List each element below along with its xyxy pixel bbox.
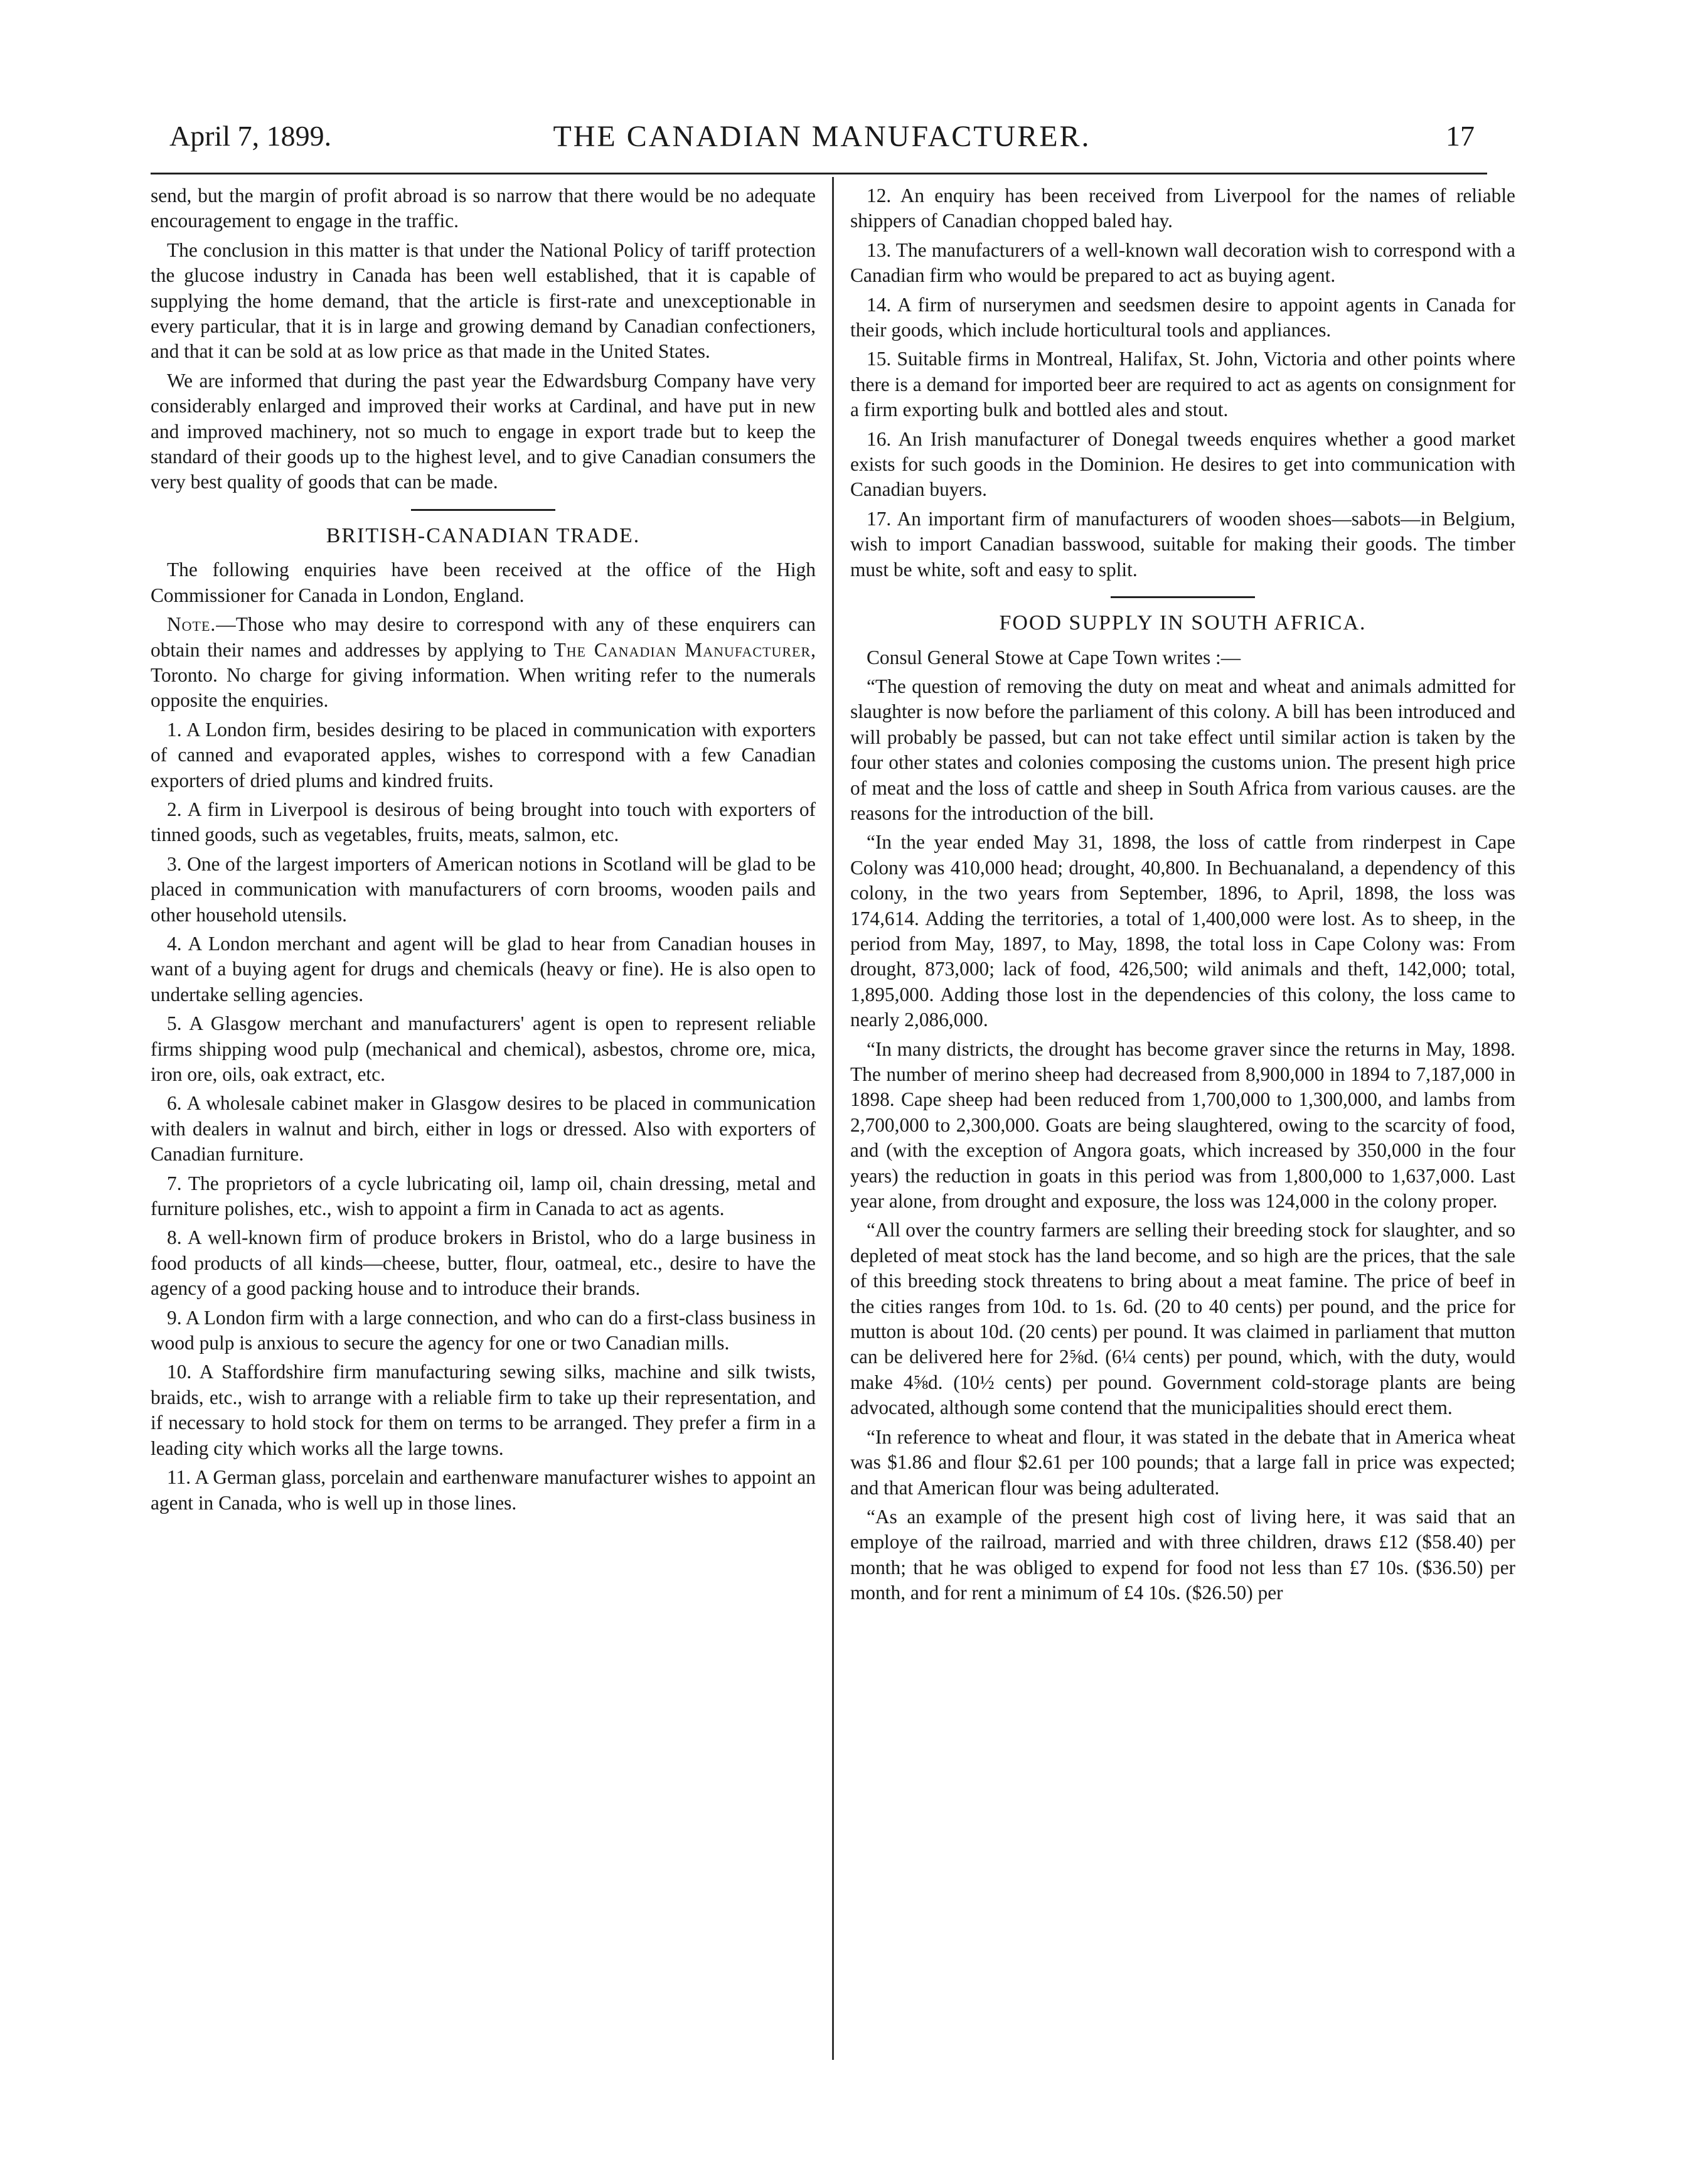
left-column — [151, 183, 816, 1519]
paragraph: send, but the margin of profit abroad is so narrow that there would be no adequate encouragement to engage in the traffic. — [151, 185, 816, 232]
publication-title: THE CANADIAN MANUFACTURER. — [553, 120, 1091, 153]
right-column — [850, 183, 1515, 1610]
enquiry-item: 11. A German glass, porcelain and earthenware manufacturer wishes to appoint an agent in Canada, who is well up in those lines. — [151, 1466, 816, 1514]
section-intro: Consul General Stowe at Cape Town writes :— — [867, 646, 1241, 668]
paragraph: The conclusion in this matter is that under the National Policy of tariff protection the glucose industry in Canada has been well established, that it is capable of supplying the home demand, that the article is first-rate and unexceptionable in every particular, that it is in large and growing demand by Canadian confectioners, and that it can be sold at as low price as that made in the United States. — [151, 238, 816, 363]
section-heading: FOOD SUPPLY IN SOUTH AFRICA. — [999, 611, 1367, 635]
section-heading: BRITISH-CANADIAN TRADE. — [326, 523, 641, 547]
enquiry-item: 12. An enquiry has been received from Liverpool for the names of reliable shippers of Canadian chopped baled hay. — [850, 185, 1515, 232]
note-text-before: —Those who may desire to correspond with any of these enquirers can obtain their names and addresses by applying to — [151, 613, 816, 661]
page-number: 17 — [1446, 120, 1475, 152]
enquiry-item: 6. A wholesale cabinet maker in Glasgow desires to be placed in communication with dealers in walnut and birch, either in logs or dressed. Also with exporters of Canadian furniture. — [151, 1092, 816, 1166]
enquiry-item: 8. A well-known firm of produce brokers in Bristol, who do a large business in food products of all kinds—cheese, butter, flour, oatmeal, etc., desire to have the agency of a good packing house and to introduce their brands. — [151, 1226, 816, 1300]
enquiry-item: 4. A London merchant and agent will be glad to hear from Canadian houses in want of a buying agent for drugs and chemicals (heavy or fine). He is also open to undertake selling agencies. — [151, 932, 816, 1005]
note-text-after: , Toronto. No charge for giving information. When writing refer to the numerals opposite the enquiries. — [151, 638, 816, 712]
publication-name: The Canadian Manufacturer — [553, 638, 811, 661]
paragraph: “In the year ended May 31, 1898, the loss of cattle from rinderpest in Cape Colony was 410,000 head; drought, 40,800. In Bechuanaland, a dependency of this colony, in the two years from September, 1896, to April, 1898, the loss was 174,614. Adding the territories, a total of 1,400,000 were lost. As to sheep, in the period from May, 1897, to May, 1898, the total loss in Cape Colony was: From drought, 873,000; lack of food, 426,500; wild animals and theft, 142,000; total, 1,895,000. Adding those lost in the dependencies of this colony, the loss came to nearly 2,086,000. — [850, 831, 1515, 1031]
enquiry-item: 9. A London firm with a large connection, and who can do a first-class business in wood pulp is anxious to secure the agency for one or two Canadian mills. — [151, 1306, 816, 1354]
enquiry-item: 7. The proprietors of a cycle lubricating oil, lamp oil, chain dressing, metal and furniture polishes, etc., wish to appoint a firm in Canada to act as agents. — [151, 1172, 816, 1220]
enquiry-item: 16. An Irish manufacturer of Donegal tweeds enquires whether a good market exists for such goods in the Dominion. He desires to get into communication with Canadian buyers. — [850, 427, 1515, 501]
column-divider — [832, 177, 834, 2060]
section-intro: The following enquiries have been received at the office of the High Commissioner for Canada in London, England. — [151, 559, 816, 606]
enquiry-item: 10. A Staffordshire firm manufacturing sewing silks, machine and silk twists, braids, etc., wish to arrange with a reliable firm to take up their representation, and if necessary to hold stock for them on terms to be arranged. They prefer a firm in a leading city which works all the large towns. — [151, 1361, 816, 1459]
section-separator — [411, 509, 555, 511]
enquiry-item: 5. A Glasgow merchant and manufacturers' agent is open to represent reliable firms shipping wood pulp (mechanical and chemical), asbestos, chrome ore, mica, iron ore, oils, oak extract, etc. — [151, 1012, 816, 1085]
issue-date: April 7, 1899. — [169, 120, 332, 152]
page-header — [169, 119, 1475, 163]
paragraph: “All over the country farmers are selling their breeding stock for slaughter, and so depleted of meat stock has the land become, and so high are the prices, that the sale of this breeding stock threatens to bring about a meat famine. The price of beef in the cities ranges from 10d. to 1s. 6d. (20 to 40 cents) per pound, and the price for mutton is about 10d. (20 cents) per pound. It was claimed in parliament that mutton can be delivered here for 2⅝d. (6¼ cents) per pound, which, with the duty, would make 4⅝d. (10½ cents) per pound. Government cold-storage plants are being advocated, although some contend that the municipalities should erect them. — [850, 1219, 1515, 1419]
enquiry-item: 2. A firm in Liverpool is desirous of being brought into touch with exporters of tinned goods, such as vegetables, fruits, meats, salmon, etc. — [151, 798, 816, 846]
header-rule — [151, 173, 1487, 174]
paragraph: “The question of removing the duty on meat and wheat and animals admitted for slaughter is now before the parliament of this colony. A bill has been introduced and will probably be passed, but can not take effect until similar action is taken by the four other states and colonies composing the customs union. The present high price of meat and the loss of cattle and sheep in South Africa from various causes. are the reasons for the introduction of the bill. — [850, 675, 1515, 824]
section-separator — [1111, 596, 1255, 598]
paragraph: “In reference to wheat and flour, it was stated in the debate that in America wheat was $1.86 and flour $2.61 per 100 pounds; that a large fall in price was expected; and that American flour was being adulterated. — [850, 1425, 1515, 1499]
note-paragraph — [151, 612, 816, 714]
enquiry-item: 1. A London firm, besides desiring to be placed in communication with exporters of canned and evaporated apples, wishes to correspond with a few Canadian exporters of dried plums and kindred fruits. — [151, 718, 816, 791]
enquiry-item: 14. A firm of nurserymen and seedsmen desire to appoint agents in Canada for their goods, which include horticultural tools and appliances. — [850, 293, 1515, 341]
enquiry-item: 17. An important firm of manufacturers of wooden shoes—sabots—in Belgium, wish to import Canadian basswood, suitable for making their goods. The timber must be white, soft and easy to split. — [850, 507, 1515, 581]
enquiry-item: 3. One of the largest importers of American notions in Scotland will be glad to be placed in communication with manufacturers of corn brooms, wooden pails and other household utensils. — [151, 852, 816, 926]
paragraph: We are informed that during the past year the Edwardsburg Company have very considerably enlarged and improved their works at Cardinal, and have put in new and improved machinery, not so much to engage in export trade but to keep the standard of their goods up to the highest level, and to give Canadian consumers the very best quality of goods that can be made. — [151, 369, 816, 493]
enquiry-item: 15. Suitable firms in Montreal, Halifax, St. John, Victoria and other points where there is a demand for imported beer are required to act as agents on consignment for a firm exporting bulk and bottled ales and stout. — [850, 348, 1515, 421]
note-label: Note. — [167, 613, 216, 636]
paragraph: “In many districts, the drought has become graver since the returns in May, 1898. The number of merino sheep had decreased from 8,900,000 in 1894 to 7,187,000 in 1898. Cape sheep had been reduced from 1,700,000 to 1,300,000, and lambs from 2,700,000 to 2,300,000. Goats are being slaughtered, owing to the scarcity of food, and (with the exception of Angora goats, which increased by 350,000 in the four years) the reduction in goats in this period was from 1,800,000 to 1,637,000. Last year alone, from drought and exposure, the loss was 124,000 in the colony proper. — [850, 1037, 1515, 1213]
paragraph: “As an example of the present high cost of living here, it was said that an employe of the railroad, married and with three children, draws £12 ($58.40) per month; that he was obliged to expend for food not less than £7 10s. ($36.50) per month, and for rent a minimum of £4 10s. ($26.50) per — [850, 1505, 1515, 1604]
enquiry-item: 13. The manufacturers of a well-known wall decoration wish to correspond with a Canadian firm who would be prepared to act as buying agent. — [850, 238, 1515, 287]
